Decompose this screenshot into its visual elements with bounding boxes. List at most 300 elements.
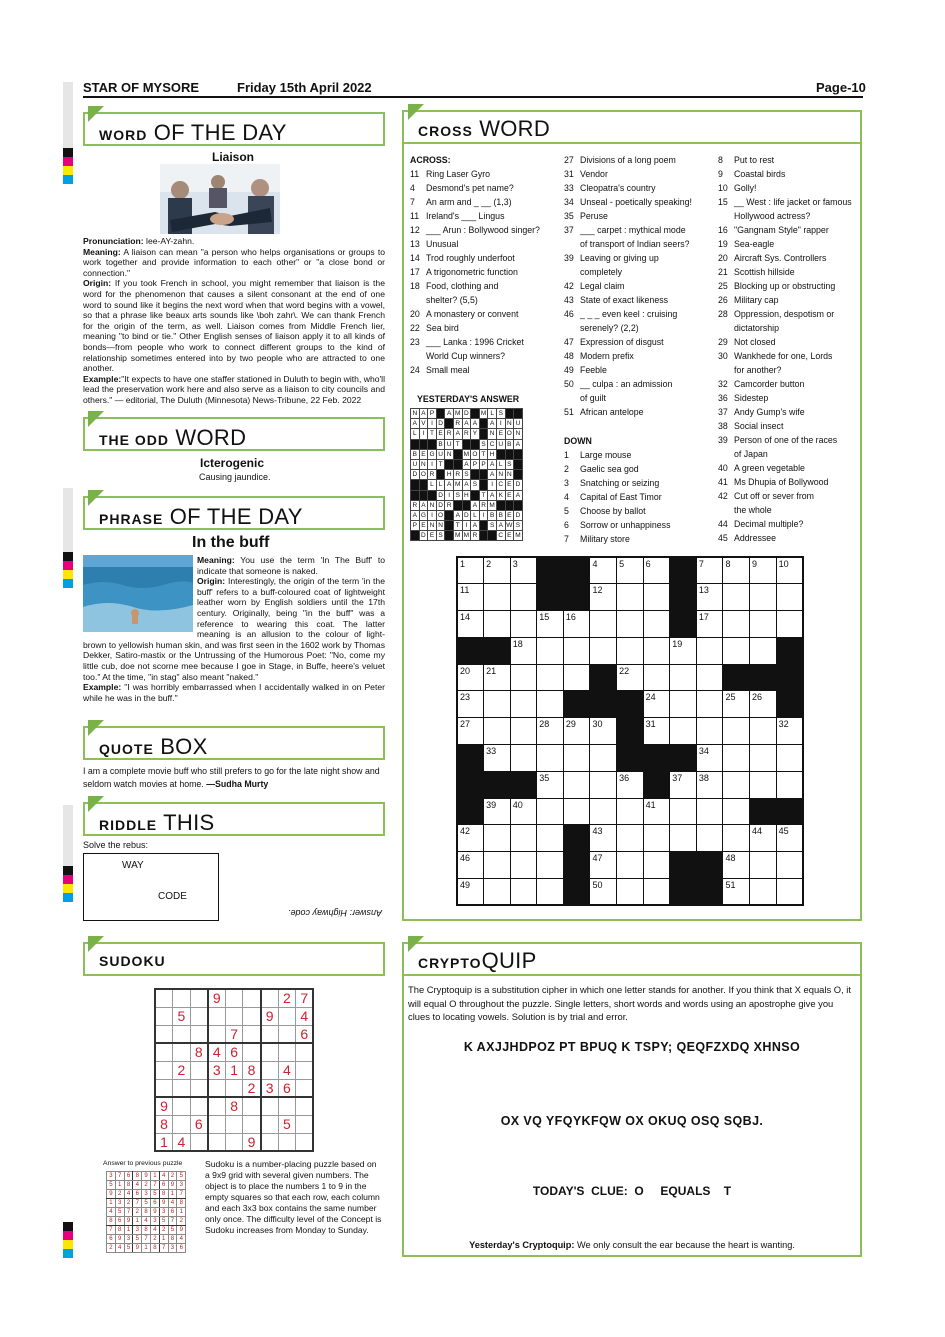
answer-cell: 7 — [124, 1208, 133, 1217]
sudoku-cell[interactable] — [190, 1025, 208, 1043]
crossword-cell — [457, 637, 484, 664]
sudoku-cell[interactable] — [278, 1025, 296, 1043]
answer-cell: A — [488, 459, 497, 469]
clue-item: 20 Aircraft Sys. Controllers — [718, 253, 827, 263]
answer-cell — [505, 449, 514, 459]
answer-cell: B — [496, 510, 505, 520]
answer-cell: S — [462, 470, 471, 480]
sudoku-cell[interactable] — [190, 1097, 208, 1115]
crossword-cell[interactable]: 24 — [643, 691, 670, 718]
crossword-cell[interactable] — [510, 825, 537, 852]
crossword-cell[interactable] — [537, 852, 564, 879]
clue-item: 1 Large mouse — [564, 450, 632, 460]
crossword-cell[interactable]: 25 — [723, 691, 750, 718]
answer-cell: I — [496, 419, 505, 429]
crossword-cell[interactable] — [696, 718, 723, 745]
crossword-cell[interactable] — [537, 664, 564, 691]
crossword-cell[interactable] — [563, 798, 590, 825]
crossword-cell[interactable]: 5 — [617, 557, 644, 584]
cryptoquip-clue: TODAY'S CLUE: O EQUALS T — [532, 1184, 732, 1198]
margin-strip — [63, 805, 73, 875]
answer-cell: 5 — [107, 1181, 116, 1190]
crossword-cell[interactable]: 17 — [696, 611, 723, 638]
crossword-cell[interactable] — [484, 879, 511, 906]
down-clues-col3 — [718, 153, 852, 545]
sudoku-cell[interactable] — [208, 1007, 226, 1025]
crossword-cell[interactable] — [510, 852, 537, 879]
crossword-cell[interactable]: 19 — [670, 637, 697, 664]
answer-cell: L — [471, 510, 480, 520]
crossword-cell[interactable] — [643, 879, 670, 906]
answer-cell: 1 — [177, 1208, 186, 1217]
crossword-cell[interactable] — [750, 611, 777, 638]
sudoku-cell[interactable] — [190, 1061, 208, 1079]
crossword-cell[interactable]: 23 — [457, 691, 484, 718]
sudoku-cell[interactable] — [278, 1043, 296, 1061]
sudoku-cell[interactable] — [173, 1079, 191, 1097]
sudoku-cell[interactable] — [208, 1115, 226, 1133]
answer-cell — [428, 439, 437, 449]
answer-cell: S — [514, 521, 523, 531]
clue-item: of transport of Indian seers? — [580, 239, 690, 249]
crossword-cell — [563, 825, 590, 852]
answer-cell: T — [479, 490, 488, 500]
crossword-cell[interactable] — [723, 611, 750, 638]
clue-item: 37 Andy Gump's wife — [718, 407, 805, 417]
answer-cell: U — [446, 440, 452, 448]
sudoku-cell[interactable] — [208, 1133, 226, 1151]
crossword-cell[interactable] — [723, 718, 750, 745]
sudoku-cell[interactable] — [296, 1079, 314, 1097]
crossword-cell[interactable]: 10 — [776, 557, 803, 584]
clue-item: 17 A trigonometric function — [410, 267, 518, 277]
sudoku-cell[interactable] — [261, 989, 279, 1007]
sudoku-cell[interactable] — [296, 1115, 314, 1133]
crossword-cell[interactable] — [670, 798, 697, 825]
sudoku-banner — [83, 942, 385, 976]
crossword-cell[interactable] — [750, 718, 777, 745]
crossword-cell[interactable]: 48 — [723, 852, 750, 879]
answer-cell — [479, 429, 488, 439]
crossword-cell[interactable] — [537, 825, 564, 852]
crossword-cell[interactable]: 33 — [484, 745, 511, 772]
section-title: RIDDLE — [99, 817, 158, 833]
answer-cell: 8 — [142, 1208, 151, 1217]
answer-cell: D — [464, 410, 469, 418]
crossword-cell[interactable] — [484, 852, 511, 879]
crossword-cell[interactable] — [590, 771, 617, 798]
crossword-cell[interactable] — [563, 771, 590, 798]
crossword-cell[interactable] — [643, 611, 670, 638]
sudoku-cell: 6 — [225, 1043, 243, 1061]
crossword-cell[interactable] — [776, 879, 803, 906]
answer-cell: R — [446, 430, 452, 438]
crossword-cell[interactable]: 43 — [590, 825, 617, 852]
answer-cell: 7 — [168, 1217, 177, 1226]
crossword-cell[interactable]: 26 — [750, 691, 777, 718]
answer-cell: 3 — [142, 1190, 151, 1199]
crossword-cell — [776, 691, 803, 718]
flag-icon — [88, 720, 104, 736]
sudoku-cell[interactable] — [208, 1097, 226, 1115]
crossword-cell[interactable] — [750, 745, 777, 772]
sudoku-cell[interactable] — [296, 1133, 314, 1151]
crossword-cell[interactable] — [484, 718, 511, 745]
answer-cell: B — [488, 510, 497, 520]
crossword-cell — [776, 664, 803, 691]
sudoku-cell[interactable] — [225, 1079, 243, 1097]
crossword-cell[interactable] — [723, 771, 750, 798]
crossword-cell[interactable]: 15 — [537, 611, 564, 638]
crossword-cell[interactable]: 1 — [457, 557, 484, 584]
crossword-cell[interactable]: 40 — [510, 798, 537, 825]
crossword-cell[interactable] — [510, 664, 537, 691]
crossword-cell[interactable] — [617, 637, 644, 664]
sudoku-cell[interactable] — [243, 1097, 261, 1115]
odd-word: Icterogenic — [200, 456, 265, 470]
cipher-line-1: K AXJJHDPOZ PT BPUQ K TSPY; QEQFZXDQ XHNSO — [463, 1040, 801, 1054]
sudoku-cell[interactable] — [225, 1007, 243, 1025]
answer-cell: N — [446, 450, 452, 458]
crossword-cell[interactable] — [750, 879, 777, 906]
sudoku-cell: 4 — [173, 1133, 191, 1151]
crossword-cell[interactable] — [484, 584, 511, 611]
sudoku-cell[interactable] — [296, 1097, 314, 1115]
sudoku-grid[interactable] — [154, 988, 314, 1152]
clue-item: serenely? (2,2) — [580, 323, 639, 333]
answer-cell: L — [411, 429, 420, 439]
clue-item: 21 Scottish hillside — [718, 267, 795, 277]
sudoku-cell[interactable] — [261, 1061, 279, 1079]
flag-icon — [408, 936, 424, 952]
answer-cell: R — [472, 532, 478, 540]
crossword-cell[interactable]: 21 — [484, 664, 511, 691]
sudoku-cell[interactable] — [243, 1043, 261, 1061]
crossword-cell[interactable] — [484, 611, 511, 638]
sudoku-cell[interactable] — [243, 1115, 261, 1133]
crossword-cell[interactable]: 4 — [590, 557, 617, 584]
crossword-cell[interactable] — [750, 771, 777, 798]
answer-cell: 4 — [124, 1190, 133, 1199]
sudoku-cell[interactable] — [155, 1043, 173, 1061]
crossword-cell — [563, 691, 590, 718]
answer-cell — [471, 439, 480, 449]
crossword-cell[interactable]: 34 — [696, 745, 723, 772]
sudoku-cell[interactable] — [190, 1007, 208, 1025]
crossword-cell[interactable]: 30 — [590, 718, 617, 745]
answer-cell: 2 — [168, 1172, 177, 1181]
crossword-cell[interactable] — [776, 771, 803, 798]
answer-cell: T — [436, 459, 445, 469]
crossword-cell[interactable] — [696, 637, 723, 664]
answer-cell: 8 — [159, 1190, 168, 1199]
answer-cell: D — [464, 511, 469, 519]
crossword-cell[interactable]: 38 — [696, 771, 723, 798]
answer-cell: O — [506, 430, 512, 438]
crossword-cell[interactable]: 29 — [563, 718, 590, 745]
crossword-cell[interactable]: 27 — [457, 718, 484, 745]
answer-cell: K — [496, 490, 505, 500]
answer-cell — [471, 409, 480, 419]
answer-cell: 1 — [107, 1199, 116, 1208]
clue-item: 9 Coastal birds — [718, 169, 786, 179]
answer-cell: M — [455, 410, 461, 418]
crossword-cell[interactable] — [510, 879, 537, 906]
clue-item: 22 Sea bird — [410, 323, 459, 333]
sudoku-cell[interactable] — [261, 1097, 279, 1115]
crossword-cell[interactable] — [484, 825, 511, 852]
answer-cell: 3 — [133, 1226, 142, 1235]
crossword-cell[interactable] — [670, 691, 697, 718]
crossword-cell[interactable] — [537, 637, 564, 664]
answer-cell: 8 — [115, 1226, 124, 1235]
crossword-cell[interactable] — [723, 798, 750, 825]
crossword-cell[interactable] — [723, 637, 750, 664]
crossword-cell[interactable] — [510, 691, 537, 718]
crossword-cell[interactable] — [723, 584, 750, 611]
sudoku-cell[interactable] — [278, 1133, 296, 1151]
sudoku-cell[interactable] — [155, 1007, 173, 1025]
crossword-cell[interactable] — [776, 745, 803, 772]
answer-cell — [479, 470, 488, 480]
crossword-cell[interactable] — [696, 664, 723, 691]
crossword-cell[interactable]: 42 — [457, 825, 484, 852]
crossword-cell[interactable] — [750, 852, 777, 879]
clue-item: 41 Ms Dhupia of Bollywood — [718, 477, 829, 487]
answer-cell: E — [505, 480, 514, 490]
crossword-cell — [563, 584, 590, 611]
answer-cell: 4 — [159, 1172, 168, 1181]
crossword-cell[interactable] — [776, 852, 803, 879]
across-label: ACROSS: — [410, 155, 451, 165]
answer-cell: A — [514, 439, 523, 449]
answer-cell — [479, 521, 488, 531]
sudoku-cell: 8 — [190, 1043, 208, 1061]
answer-cell: 8 — [133, 1172, 142, 1181]
crossword-cell[interactable] — [643, 637, 670, 664]
clue-item: 26 Military cap — [718, 295, 779, 305]
crossword-cell[interactable] — [776, 611, 803, 638]
crossword-cell[interactable] — [590, 798, 617, 825]
crossword-cell[interactable]: 41 — [643, 798, 670, 825]
sudoku-cell[interactable] — [225, 1133, 243, 1151]
crossword-cell[interactable] — [617, 825, 644, 852]
crossword-cell[interactable]: 39 — [484, 798, 511, 825]
crossword-cell[interactable] — [537, 691, 564, 718]
sudoku-cell[interactable] — [243, 989, 261, 1007]
crossword-cell[interactable] — [643, 664, 670, 691]
answer-cell: R — [429, 471, 435, 479]
crossword-cell[interactable] — [617, 798, 644, 825]
answer-cell: N — [421, 461, 426, 469]
answer-cell: 5 — [124, 1244, 133, 1253]
clue-item: of Japan — [734, 449, 768, 459]
crossword-cell[interactable] — [563, 637, 590, 664]
sudoku-cell[interactable] — [296, 1061, 314, 1079]
sudoku-cell[interactable] — [173, 989, 191, 1007]
answer-cell: Y — [471, 429, 480, 439]
crossword-cell[interactable] — [617, 584, 644, 611]
crossword-cell[interactable]: 32 — [776, 718, 803, 745]
crossword-cell[interactable] — [723, 745, 750, 772]
sudoku-cell[interactable] — [155, 989, 173, 1007]
sudoku-cell[interactable] — [261, 1025, 279, 1043]
crossword-cell[interactable]: 16 — [563, 611, 590, 638]
sudoku-cell[interactable] — [155, 1025, 173, 1043]
answer-cell: W — [506, 522, 513, 530]
answer-cell: T — [453, 521, 462, 531]
crossword-cell[interactable] — [617, 852, 644, 879]
crossword-cell[interactable] — [590, 637, 617, 664]
sudoku-cell[interactable] — [243, 1025, 261, 1043]
crossword-cell[interactable] — [643, 852, 670, 879]
crossword-cell — [750, 798, 777, 825]
crossword-cell[interactable]: 18 — [510, 637, 537, 664]
answer-cell: 6 — [107, 1235, 116, 1244]
crossword-cell[interactable]: 44 — [750, 825, 777, 852]
answer-cell: P — [479, 459, 488, 469]
crossword-cell[interactable]: 49 — [457, 879, 484, 906]
quote-banner: QUOTE BOX — [83, 726, 385, 760]
answer-cell: B — [411, 449, 420, 459]
sudoku-cell[interactable] — [190, 1079, 208, 1097]
answer-cell: I — [419, 429, 428, 439]
sudoku-cell[interactable] — [190, 989, 208, 1007]
answer-cell: M — [455, 481, 461, 489]
crossword-cell[interactable]: 6 — [643, 557, 670, 584]
crossword-cell[interactable] — [776, 584, 803, 611]
crossword-cell[interactable]: 20 — [457, 664, 484, 691]
sudoku-cell[interactable] — [261, 1133, 279, 1151]
crossword-cell[interactable] — [643, 584, 670, 611]
sudoku-cell[interactable] — [261, 1115, 279, 1133]
crossword-cell[interactable] — [537, 798, 564, 825]
yesterday-cryptoquip: Yesterday's Cryptoquip: We only consult the ear because the heart is wanting. — [469, 1240, 795, 1250]
crossword-cell[interactable]: 37 — [670, 771, 697, 798]
answer-cell: B — [436, 439, 445, 449]
answer-cell: N — [506, 471, 512, 479]
crossword-cell[interactable]: 31 — [643, 718, 670, 745]
answer-cell: I — [479, 510, 488, 520]
answer-cell — [505, 409, 514, 419]
crossword-grid[interactable] — [456, 556, 804, 906]
crossword-cell[interactable] — [510, 718, 537, 745]
sudoku-cell[interactable] — [173, 1025, 191, 1043]
answer-cell: 1 — [124, 1226, 133, 1235]
crossword-cell[interactable] — [510, 584, 537, 611]
crossword-cell[interactable]: 51 — [723, 879, 750, 906]
crossword-cell[interactable] — [537, 745, 564, 772]
crossword-cell[interactable] — [617, 611, 644, 638]
sudoku-cell[interactable] — [278, 1097, 296, 1115]
answer-cell — [419, 490, 428, 500]
crossword-cell[interactable]: 3 — [510, 557, 537, 584]
crossword-cell[interactable] — [537, 879, 564, 906]
sudoku-cell[interactable] — [261, 1043, 279, 1061]
sudoku-cell[interactable] — [155, 1079, 173, 1097]
clue-item: 2 Gaelic sea god — [564, 464, 639, 474]
answer-cell — [471, 470, 480, 480]
crossword-cell[interactable] — [696, 691, 723, 718]
crossword-cell[interactable] — [590, 611, 617, 638]
crossword-cell[interactable]: 12 — [590, 584, 617, 611]
crossword-cell[interactable] — [750, 637, 777, 664]
sudoku-cell[interactable] — [173, 1115, 191, 1133]
crossword-cell[interactable] — [696, 798, 723, 825]
crossword-cell[interactable] — [670, 664, 697, 691]
crossword-cell[interactable]: 22 — [617, 664, 644, 691]
crossword-cell[interactable]: 8 — [723, 557, 750, 584]
answer-cell: N — [498, 471, 504, 479]
sudoku-cell[interactable] — [190, 1133, 208, 1151]
crossword-cell[interactable] — [723, 825, 750, 852]
crossword-cell — [537, 584, 564, 611]
crossword-cell[interactable]: 50 — [590, 879, 617, 906]
crossword-cell[interactable]: 45 — [776, 825, 803, 852]
crossword-cell[interactable] — [510, 611, 537, 638]
crossword-cell[interactable]: 2 — [484, 557, 511, 584]
crossword-cell[interactable]: 47 — [590, 852, 617, 879]
crossword-cell[interactable]: 14 — [457, 611, 484, 638]
sudoku-cell[interactable] — [278, 1007, 296, 1025]
sudoku-cell[interactable] — [208, 1079, 226, 1097]
answer-cell: 9 — [107, 1190, 116, 1199]
crossword-cell[interactable] — [617, 879, 644, 906]
crossword-cell[interactable]: 35 — [537, 771, 564, 798]
crossword-cell[interactable] — [750, 584, 777, 611]
sudoku-cell[interactable] — [243, 1007, 261, 1025]
crossword-cell[interactable]: 11 — [457, 584, 484, 611]
crossword-cell[interactable]: 9 — [750, 557, 777, 584]
crossword-cell[interactable] — [670, 718, 697, 745]
answer-cell: L — [488, 409, 497, 419]
section-title: SUDOKU — [99, 953, 166, 969]
crossword-cell[interactable]: 46 — [457, 852, 484, 879]
sudoku-cell[interactable] — [296, 1043, 314, 1061]
clue-item: 6 Sorrow or unhappiness — [564, 520, 671, 530]
crossword-cell[interactable] — [563, 664, 590, 691]
sudoku-cell[interactable] — [225, 1115, 243, 1133]
answer-cell: L — [496, 459, 505, 469]
sudoku-cell: 4 — [208, 1043, 226, 1061]
answer-cell — [445, 531, 454, 541]
crossword-cell[interactable]: 13 — [696, 584, 723, 611]
sudoku-cell[interactable] — [173, 1097, 191, 1115]
crossword-cell[interactable] — [696, 825, 723, 852]
crossword-cell[interactable] — [510, 745, 537, 772]
crossword-cell[interactable] — [643, 825, 670, 852]
sudoku-cell[interactable] — [225, 989, 243, 1007]
crossword-cell[interactable] — [590, 745, 617, 772]
sudoku-cell[interactable] — [208, 1025, 226, 1043]
answer-cell: 7 — [150, 1181, 159, 1190]
crossword-cell[interactable] — [670, 825, 697, 852]
crossword-cell[interactable] — [484, 691, 511, 718]
clue-item: 28 Oppression, despotism or — [718, 309, 835, 319]
section-title: PHRASE — [99, 511, 164, 527]
crossword-cell[interactable]: 7 — [696, 557, 723, 584]
crossword-cell[interactable]: 28 — [537, 718, 564, 745]
sudoku-cell[interactable] — [173, 1043, 191, 1061]
answer-cell: 1 — [159, 1235, 168, 1244]
sudoku-cell[interactable] — [155, 1061, 173, 1079]
crossword-cell[interactable] — [563, 745, 590, 772]
answer-cell: E — [419, 449, 428, 459]
clue-item: shelter? (5,5) — [426, 295, 478, 305]
answer-cell — [479, 531, 488, 541]
crossword-cell[interactable]: 36 — [617, 771, 644, 798]
answer-cell — [445, 419, 454, 429]
